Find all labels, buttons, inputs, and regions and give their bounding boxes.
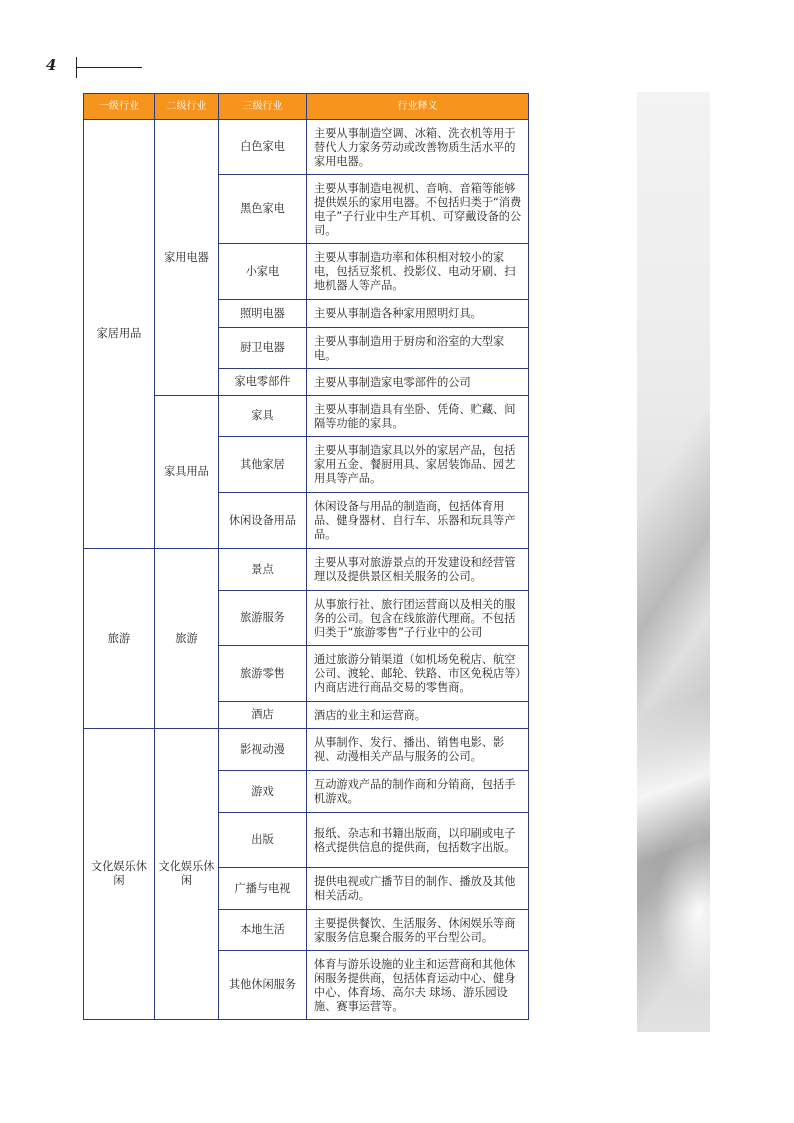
header-definition: 行业释义	[307, 94, 529, 120]
table-row	[84, 729, 529, 771]
definition-cell: 报纸、杂志和书籍出版商，以印刷或电子格式提供信息的提供商，包括数字出版。	[307, 813, 529, 868]
header-rule-line	[76, 67, 142, 68]
definition-cell: 互动游戏产品的制作商和分销商，包括手机游戏。	[307, 771, 529, 813]
level1-cell: 文化娱乐休闲	[84, 729, 155, 1020]
level3-cell: 影视动漫	[219, 729, 307, 771]
definition-cell: 主要从事制造空调、冰箱、洗衣机等用于替代人力家务劳动或改善物质生活水平的家用电器。	[307, 120, 529, 175]
definition-cell: 主要从事制造电视机、音响、音箱等能够提供娱乐的家用电器。不包括归类于“消费电子”子行业中生产耳机、可穿戴设备的公司。	[307, 175, 529, 244]
level3-cell: 本地生活	[219, 910, 307, 951]
level3-cell: 家具	[219, 396, 307, 437]
header-level1: 一级行业	[84, 94, 155, 120]
level3-cell: 游戏	[219, 771, 307, 813]
definition-cell: 主要从事对旅游景点的开发建设和经营管理以及提供景区相关服务的公司。	[307, 549, 529, 591]
definition-cell: 主要从事制造家电零部件的公司	[307, 369, 529, 396]
definition-cell: 休闲设备与用品的制造商，包括体育用品、健身器材、自行车、乐器和玩具等产品。	[307, 493, 529, 549]
level3-cell: 其他休闲服务	[219, 951, 307, 1020]
industry-classification-table	[83, 93, 529, 1020]
level1-cell: 旅游	[84, 549, 155, 729]
level2-cell: 家用电器	[155, 120, 219, 396]
definition-cell: 从事制作、发行、播出、销售电影、影视、动漫相关产品与服务的公司。	[307, 729, 529, 771]
level3-cell: 黑色家电	[219, 175, 307, 244]
level3-cell: 家电零部件	[219, 369, 307, 396]
table-row	[84, 549, 529, 591]
level3-cell: 照明电器	[219, 300, 307, 328]
decorative-paper-image	[637, 92, 710, 1032]
level2-cell: 文化娱乐休闲	[155, 729, 219, 1020]
level3-cell: 景点	[219, 549, 307, 591]
level3-cell: 其他家居	[219, 437, 307, 493]
definition-cell: 主要从事制造功率和体积相对较小的家电，包括豆浆机、投影仪、电动牙刷、扫地机器人等产品。	[307, 244, 529, 300]
definition-cell: 主要从事制造各种家用照明灯具。	[307, 300, 529, 328]
level3-cell: 厨卫电器	[219, 328, 307, 369]
page-number: 4	[46, 56, 57, 74]
level3-cell: 白色家电	[219, 120, 307, 175]
definition-cell: 主要提供餐饮、生活服务、休闲娱乐等商家服务信息聚合服务的平台型公司。	[307, 910, 529, 951]
level2-cell: 旅游	[155, 549, 219, 729]
table-row	[84, 120, 529, 175]
level3-cell: 小家电	[219, 244, 307, 300]
definition-cell: 主要从事制造家具以外的家居产品，包括家用五金、餐厨用具、家居装饰品、园艺用具等产品。	[307, 437, 529, 493]
definition-cell: 通过旅游分销渠道（如机场免税店、航空公司、渡轮、邮轮、铁路、市区免税店等）内商店进行商品交易的零售商。	[307, 646, 529, 702]
level3-cell: 出版	[219, 813, 307, 868]
definition-cell: 酒店的业主和运营商。	[307, 702, 529, 729]
level3-cell: 酒店	[219, 702, 307, 729]
table-header-row	[84, 94, 529, 120]
level2-cell: 家具用品	[155, 396, 219, 549]
definition-cell: 体育与游乐设施的业主和运营商和其他休闲服务提供商，包括体育运动中心、健身中心、体育场、高尔夫 球场、游乐园设施、赛事运营等。	[307, 951, 529, 1020]
level1-cell: 家居用品	[84, 120, 155, 549]
level3-cell: 休闲设备用品	[219, 493, 307, 549]
header-level3: 三级行业	[219, 94, 307, 120]
level3-cell: 旅游服务	[219, 591, 307, 646]
level3-cell: 旅游零售	[219, 646, 307, 702]
level3-cell: 广播与电视	[219, 868, 307, 910]
header-level2: 二级行业	[155, 94, 219, 120]
definition-cell: 主要从事制造具有坐卧、凭倚、贮藏、间隔等功能的家具。	[307, 396, 529, 437]
definition-cell: 从事旅行社、旅行团运营商以及相关的服务的公司。包含在线旅游代理商。不包括归类于“旅游零售”子行业中的公司	[307, 591, 529, 646]
definition-cell: 提供电视或广播节目的制作、播放及其他相关活动。	[307, 868, 529, 910]
definition-cell: 主要从事制造用于厨房和浴室的大型家电。	[307, 328, 529, 369]
